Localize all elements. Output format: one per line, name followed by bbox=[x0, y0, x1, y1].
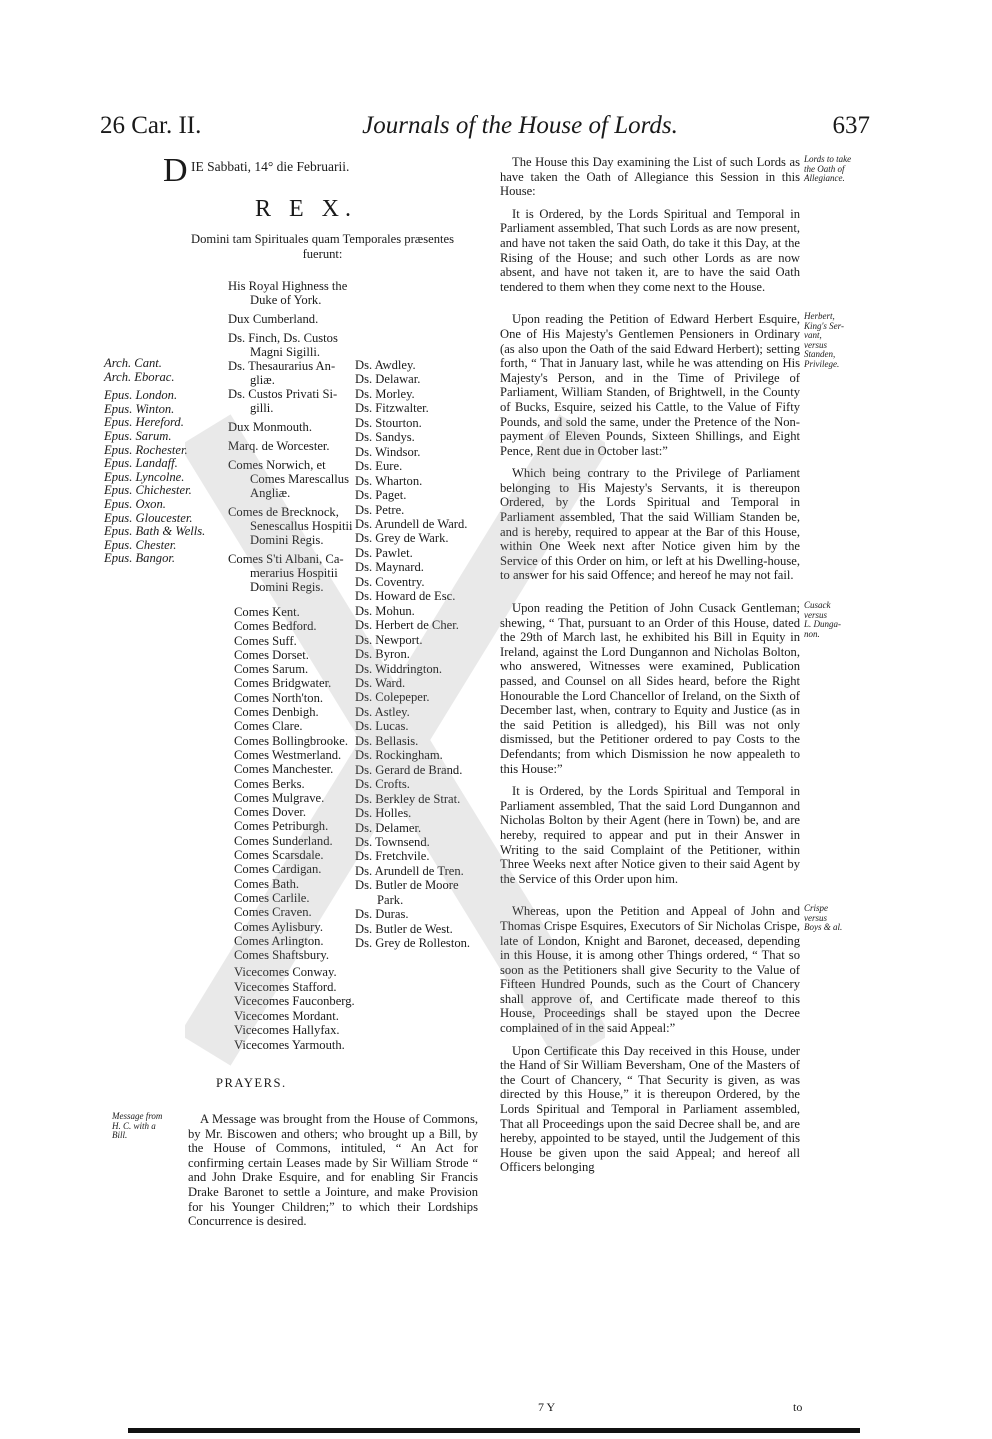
margin-line: Crispe bbox=[804, 903, 829, 914]
catchword: to bbox=[793, 1400, 803, 1414]
spiritual-lord-entry: Epus. London. bbox=[104, 388, 178, 403]
baron-entry: Ds. Byron. bbox=[355, 647, 410, 662]
baron-entry: Ds. Newport. bbox=[355, 632, 423, 647]
journal-entry bbox=[500, 207, 800, 295]
entry-paragraph: Whereas, upon the Petition and Appeal of John and Thomas Crispe Esquires, Executors of Sir Nicholas Crispe, late of London, Knight and Baronet, deceased, depending in this House, it is among other Things ordered, “ That so soon as the Petitioners shall give Security to the Value of Fifteen Hundred Pounds, such as the Court of Chancery shall approve of, and Certificate made thereof to this House, Proceedings shall be stayed upon the Decree complained of in the said Appeal:” bbox=[500, 904, 800, 1036]
baron-entry: Ds. Morley. bbox=[355, 386, 415, 401]
temporal-lord-entry: Duke of York. bbox=[250, 293, 322, 307]
baron-entry: Ds. Holles. bbox=[355, 806, 412, 821]
entry-paragraph: Upon reading the Petition of Edward Herbert Esquire, One of His Majesty's Gentlemen Pensioners in Ordinary (as also upon the Oath of the said Edward Herbert); setting forth, “ That in January last, while he was attending on His Majesty's Person, and in the Time of Privilege of Parliament, William Standen, of Brightwell, in the County of Bucks, Esquire, seized his Cattle, to the Value of Fifty Pounds, and sold the same, under the Pretence of the Non-payment of Eleven Pounds, Sixteen Shillings, and Eight Pence, Rent due in October last:” bbox=[500, 312, 800, 458]
earl-entry: Comes Sarum. bbox=[234, 662, 309, 677]
margin-line: King's Ser- bbox=[804, 320, 844, 331]
viscount-entry: Vicecomes Conway. bbox=[234, 965, 337, 979]
baron-entry: Ds. Colepeper. bbox=[355, 690, 430, 705]
earl-entry: Comes Manchester. bbox=[234, 762, 334, 777]
baron-entry: Ds. Ward. bbox=[355, 675, 406, 690]
journal-title: Journals of the House of Lords. bbox=[362, 112, 678, 139]
baron-entry: Ds. Delamer. bbox=[355, 820, 422, 835]
temporal-lord-entry: Magni Sigilli. bbox=[250, 345, 320, 359]
temporal-lord-entry: merarius Hospitii bbox=[250, 566, 338, 580]
temporal-lord-entry: Dux Monmouth. bbox=[228, 420, 312, 434]
signature-mark: 7 Y bbox=[538, 1400, 556, 1414]
date-text: IE Sabbati, 14° die Februarii. bbox=[191, 159, 350, 174]
baron-entry: Ds. Astley. bbox=[355, 704, 410, 719]
earl-entry: Comes Dorset. bbox=[234, 647, 309, 662]
temporal-lord-entry: His Royal Highness the bbox=[228, 279, 348, 293]
baron-entry: Ds. Petre. bbox=[355, 502, 405, 517]
temporal-lord-entry: Senescallus Hospitii bbox=[250, 519, 353, 533]
spiritual-lord-entry: Epus. Winton. bbox=[104, 401, 175, 416]
baron-entry: Ds. Butler de West. bbox=[355, 921, 453, 936]
right-column bbox=[500, 154, 852, 1175]
earl-entry: Comes Clare. bbox=[234, 719, 303, 734]
margin-line: non. bbox=[804, 628, 820, 639]
viscount-entry: Vicecomes Mordant. bbox=[234, 1008, 339, 1023]
margin-line: Privilege. bbox=[804, 358, 840, 369]
journal-entry bbox=[500, 311, 844, 458]
temporal-lord-entry: gilli. bbox=[250, 401, 274, 415]
baron-entry: Ds. Delawar. bbox=[355, 372, 421, 387]
margin-line: Allegiance. bbox=[804, 173, 845, 183]
earl-entry: Comes Scarsdale. bbox=[234, 848, 324, 863]
earl-entry: Comes Arlington. bbox=[234, 933, 324, 948]
earl-entry: Comes Suff. bbox=[234, 633, 297, 648]
earl-entry: Comes Mulgrave. bbox=[234, 790, 325, 805]
earl-entry: Comes Sunderland. bbox=[234, 833, 333, 848]
spiritual-lord-entry: Epus. Landaff. bbox=[104, 456, 178, 471]
baron-entry: Ds. Paget. bbox=[355, 488, 407, 503]
margin-line: Cusack bbox=[804, 600, 831, 611]
running-header bbox=[100, 112, 870, 152]
margin-line: Message from bbox=[112, 1111, 163, 1121]
baron-entry: Ds. Berkley de Strat. bbox=[355, 791, 461, 806]
baron-entry: Park. bbox=[377, 892, 404, 907]
baron-entry: Ds. Herbert de Cher. bbox=[355, 618, 459, 633]
baron-entry: Ds. Arundell de Tren. bbox=[355, 863, 464, 878]
regnal-year: 26 Car. II. bbox=[100, 112, 202, 139]
earl-entry: Comes Dover. bbox=[234, 805, 307, 820]
temporal-lord-entry: Ds. Finch, Ds. Custos bbox=[228, 331, 338, 345]
margin-line: versus bbox=[804, 609, 827, 620]
temporal-lord-entry: Ds. Thesaurarius An- bbox=[228, 359, 336, 373]
entry-paragraph: Which being contrary to the Privilege of Parliament belonging to His Majesty's Servants, it is thereupon Ordered, by the Lords Spiritual and Temporal in Parliament assembled, That the said William Standen be, and is hereby, required to appear at the Bar of this House, within One Week next after Notice given him by the Service of this Order on him, or left at his Dwelling-house, to answer for his said Offence; and hereof he may not fail. bbox=[500, 466, 800, 583]
earl-entry: Comes Westmerland. bbox=[234, 747, 342, 762]
earl-entry: Comes Denbigh. bbox=[234, 705, 319, 720]
entry-paragraph: Upon Certificate this Day received in this House, under the Hand of Sir William Beversham, One of the Masters of the Court of Chancery, “ That Security is given, as was directed by this House,” it is thereupon Ordered, by the Lords Spiritual and Temporal in Parliament assembled, That all Proceedings upon the said Decree shall be, and are hereby, appointed to be stayed, until the Judgement of this House be given upon the said Appeal; and hereof all Officers belonging bbox=[500, 1043, 800, 1175]
margin-line: L. Dunga- bbox=[804, 619, 842, 630]
page-number: 637 bbox=[832, 112, 870, 139]
earl-entry: Comes Carlile. bbox=[234, 890, 310, 905]
viscount-entry: Vicecomes Fauconberg. bbox=[234, 994, 355, 1008]
journal-entry bbox=[500, 1044, 800, 1175]
earl-entry: Comes Bath. bbox=[234, 876, 300, 891]
margin-note bbox=[804, 904, 862, 933]
date-line bbox=[163, 152, 463, 192]
earl-entry: Comes Bedford. bbox=[234, 619, 317, 634]
margin-line: Boys & al. bbox=[804, 922, 843, 933]
spiritual-lord-entry: Epus. Gloucester. bbox=[104, 510, 193, 525]
earl-entry: Comes Bridgwater. bbox=[234, 676, 332, 691]
spiritual-lord-entry: Epus. Sarum. bbox=[104, 428, 172, 443]
spiritual-lord-entry: Epus. Bangor. bbox=[104, 551, 176, 566]
journal-entry bbox=[500, 903, 843, 1036]
journal-entry bbox=[500, 600, 842, 776]
drop-cap: D bbox=[163, 152, 188, 189]
spiritual-lord-entry: Epus. Hereford. bbox=[104, 415, 184, 430]
baron-entry: Ds. Fitzwalter. bbox=[355, 401, 429, 416]
viscount-entry: Vicecomes Stafford. bbox=[234, 979, 337, 994]
temporal-lord-entry: Marq. de Worcester. bbox=[228, 439, 330, 453]
bottom-rule bbox=[128, 1428, 860, 1433]
baron-entry: Ds. Awdley. bbox=[355, 358, 416, 372]
margin-line: Standen, bbox=[804, 349, 836, 360]
baron-entry: Ds. Gerard de Brand. bbox=[355, 762, 463, 777]
baron-entry: Ds. Widdrington. bbox=[355, 661, 443, 676]
temporal-lord-entry: Comes Marescallus bbox=[250, 472, 349, 486]
spiritual-lord-entry: Arch. Eborac. bbox=[104, 369, 175, 384]
spiritual-lord-entry: Epus. Chester. bbox=[104, 537, 177, 552]
entry-paragraph: It is Ordered, by the Lords Spiritual and Temporal in Parliament assembled, That the said Lord Dungannon and Nicholas Bolton by their Agent (here in Town) be, and are hereby, required to appear and put in their Answer in Writing to the said Complaint of the Petitioner, within Three Weeks next after Notice given to their said Agent by the Service of this Order upon him. bbox=[500, 784, 800, 886]
temporal-lords-list-a bbox=[228, 279, 353, 594]
earl-entry: Comes Craven. bbox=[234, 905, 312, 920]
spiritual-lord-entry: Epus. Chichester. bbox=[104, 483, 192, 498]
margin-line: Herbert, bbox=[804, 311, 835, 322]
spiritual-lords-list bbox=[104, 357, 205, 566]
earl-entry: Comes Shaftsbury. bbox=[234, 948, 330, 963]
baron-entry: Ds. Eure. bbox=[355, 459, 403, 474]
temporal-lord-entry: Comes Norwich, et bbox=[228, 458, 326, 472]
journal-entry bbox=[500, 466, 800, 583]
baron-entry: Ds. Pawlet. bbox=[355, 545, 413, 560]
margin-line: Bill. bbox=[112, 1130, 128, 1140]
margin-note bbox=[804, 312, 862, 369]
baron-entry: Ds. Lucas. bbox=[355, 719, 409, 734]
baron-entry: Ds. Maynard. bbox=[355, 560, 424, 575]
earl-entry: Comes Bollingbrooke. bbox=[234, 733, 349, 748]
margin-line: the Oath of bbox=[804, 163, 845, 174]
temporal-lord-entry: Domini Regis. bbox=[250, 533, 324, 547]
earl-entry: Comes Aylisbury. bbox=[234, 919, 323, 934]
spiritual-lord-entry: Arch. Cant. bbox=[104, 356, 162, 370]
temporal-lord-entry: Domini Regis. bbox=[250, 580, 324, 594]
baron-entry: Ds. Wharton. bbox=[355, 473, 423, 488]
journal-entry bbox=[500, 154, 852, 199]
baron-entry: Ds. Crofts. bbox=[355, 777, 410, 792]
domini-line: fuerunt: bbox=[302, 247, 343, 261]
temporal-lords-list-b bbox=[234, 605, 348, 962]
temporal-lord-entry: Comes S'ti Albani, Ca- bbox=[228, 552, 344, 566]
margin-line: versus bbox=[804, 339, 827, 350]
spiritual-lord-entry: Epus. Lyncolne. bbox=[104, 469, 185, 484]
domini-line: Domini tam Spirituales quam Temporales præsentes bbox=[191, 232, 454, 246]
margin-note bbox=[804, 601, 862, 639]
baron-entry: Ds. Duras. bbox=[355, 907, 409, 922]
temporal-lord-entry: Ds. Custos Privati Si- bbox=[228, 387, 338, 401]
baron-entry: Ds. Grey de Rolleston. bbox=[355, 936, 471, 951]
baron-entry: Ds. Windsor. bbox=[355, 444, 421, 459]
temporal-lord-entry: Dux Cumberland. bbox=[228, 312, 319, 326]
baron-entry: Ds. Bellasis. bbox=[355, 733, 419, 748]
prayers-heading: PRAYERS. bbox=[216, 1076, 287, 1090]
baron-entry: Ds. Mohun. bbox=[355, 603, 415, 618]
baron-entry: Ds. Stourton. bbox=[355, 415, 422, 430]
margin-line: H. C. with a bbox=[112, 1120, 156, 1131]
message-paragraph: A Message was brought from the House of Commons, by Mr. Biscowen and others; who brought up a Bill, by the House of Commons, intituled, “ An Act for confirming certain Leases made by Sir William Strode “ and John Drake Esquire, and for enabling Sir Francis Drake Baronet to settle a Jointure, and make Provision for his Younger Children;” to which their Lordships Concurrence is desired. bbox=[188, 1112, 478, 1229]
margin-line: vant, bbox=[804, 330, 822, 341]
domini-heading bbox=[160, 232, 485, 262]
margin-note bbox=[804, 155, 862, 184]
viscounts-list bbox=[234, 965, 355, 1052]
earl-entry: Comes Berks. bbox=[234, 776, 305, 791]
earl-entry: Comes Petriburgh. bbox=[234, 819, 329, 834]
barons-list bbox=[355, 358, 470, 951]
spiritual-lord-entry: Epus. Bath & Wells. bbox=[104, 524, 206, 539]
temporal-lord-entry: gliæ. bbox=[250, 373, 275, 387]
journal-entry bbox=[500, 784, 800, 886]
earl-entry: Comes Kent. bbox=[234, 605, 300, 619]
temporal-lord-entry: Angliæ. bbox=[250, 486, 291, 500]
entry-paragraph: The House this Day examining the List of such Lords as have taken the Oath of Allegiance this Session in this House: bbox=[500, 155, 800, 199]
spiritual-lord-entry: Epus. Rochester. bbox=[104, 442, 188, 457]
entry-paragraph: Upon reading the Petition of John Cusack Gentleman; shewing, “ That, pursuant to an Order of this House, dated the 29th of March last, he exhibited his Bill in Equity in Ireland, against the Lord Dungannon and Nicholas Bolton, who answered, Witnesses were examined, Publication passed, and Counsel on all Sides heard, before the Right Honourable the Lord Chancellor of Ireland, on the Sixth of December last, when, contrary to Equity and Justice (as in the said Petition is alledged), his Bill was not only dismissed, but the Petitioner ordered to pay Costs to the Defendants; from which Dismission he now appealeth to this House:” bbox=[500, 601, 800, 776]
margin-line: versus bbox=[804, 912, 827, 923]
spiritual-lord-entry: Epus. Oxon. bbox=[104, 496, 166, 511]
entry-paragraph: It is Ordered, by the Lords Spiritual and Temporal in Parliament assembled, That such Lords as are now present, and have not taken the said Oath, do take it this Day, at the Rising of the House; and such other Lords as are now absent, and have not taken it, are to have the said Oath tendered to them when they come next to the House. bbox=[500, 206, 800, 294]
baron-entry: Ds. Townsend. bbox=[355, 834, 430, 849]
baron-entry: Ds. Coventry. bbox=[355, 574, 425, 589]
earl-entry: Comes Cardigan. bbox=[234, 862, 322, 877]
baron-entry: Ds. Butler de Moore bbox=[355, 878, 459, 893]
baron-entry: Ds. Arundell de Ward. bbox=[355, 516, 468, 531]
baron-entry: Ds. Fretchvile. bbox=[355, 849, 430, 864]
message-margin-note bbox=[112, 1112, 182, 1141]
rex-heading: R E X. bbox=[255, 196, 357, 222]
viscount-entry: Vicecomes Yarmouth. bbox=[234, 1037, 345, 1052]
margin-line: Lords to take bbox=[804, 154, 852, 164]
earl-entry: Comes North'ton. bbox=[234, 690, 324, 705]
temporal-lord-entry: Comes de Brecknock, bbox=[228, 505, 339, 519]
baron-entry: Ds. Howard de Esc. bbox=[355, 589, 456, 604]
baron-entry: Ds. Sandys. bbox=[355, 430, 415, 445]
baron-entry: Ds. Rockingham. bbox=[355, 748, 443, 763]
baron-entry: Ds. Grey de Wark. bbox=[355, 531, 449, 546]
viscount-entry: Vicecomes Hallyfax. bbox=[234, 1023, 340, 1037]
